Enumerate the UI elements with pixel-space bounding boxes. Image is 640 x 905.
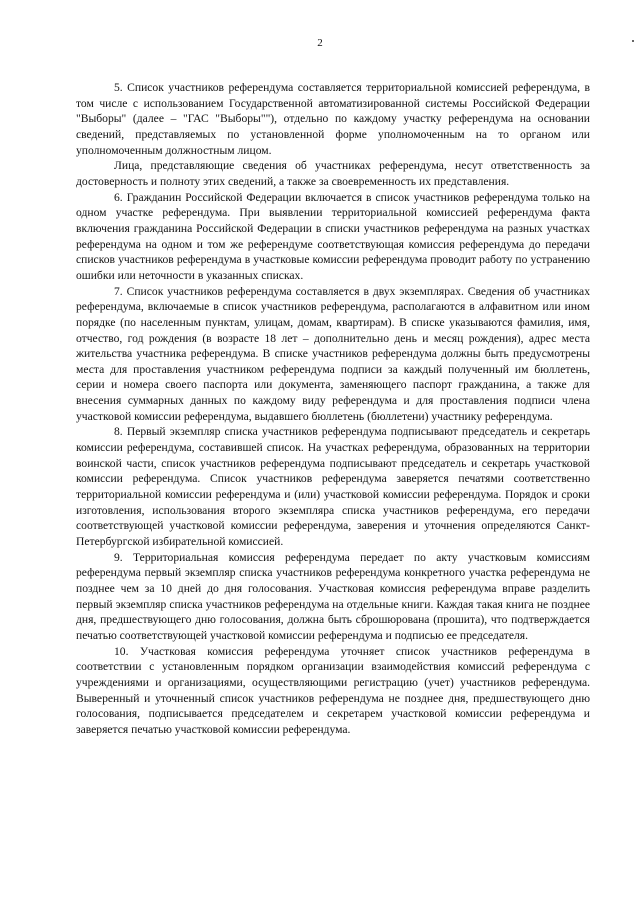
page-number: 2: [317, 37, 323, 49]
paragraph-5: 5. Список участников референдума составляется территориальной комиссией референдума, в том числе с использованием Государственной автоматизированной системы Российской Федерации "Выборы" (далее – "ГАС "Выборы""), отдельно по каждому участку референдума на основании сведений, представляемых по установленной форме уполномоченным на то органом или уполномоченным должностным лицом.: [76, 81, 590, 157]
paragraph-10: 10. Участковая комиссия референдума уточняет список участников референдума в соответствии с установленным порядком организации взаимодействия комиссий референдума с учреждениями и организациями, осуществляющими регистрацию (учет) участников референдума. Выверенный и уточненный список участников референдума не позднее дня, предшествующего дню голосования, подписывается председателем и секретарем участковой комиссии референдума и заверяется печатью участковой комиссии референдума.: [76, 644, 590, 736]
paragraph-6: 6. Гражданин Российской Федерации включается в список участников референдума только на одном участке референдума. При выявлении территориальной комиссией референдума факта включения гражданина Российской Федерации в списки участников референдума на разных участках референдума на одном и том же референдуме соответствующая комиссия референдума до передачи списков участников референдума в участковые комиссии референдума проводит работу по устранению ошибки или неточности в указанных списках.: [76, 190, 590, 282]
document-body: [76, 80, 590, 738]
paragraph-8: 8. Первый экземпляр списка участников референдума подписывают председатель и секретарь комиссии референдума, составившей список. На участках референдума, образованных на территории воинской части, список участников референдума подписывают председатель и секретарь участковой комиссии референдума. Список участников референдума заверяется печатями соответственно территориальной комиссии референдума и (или) участковой комиссии референдума. Порядок и сроки изготовления, использования второго экземпляра списка участников референдума, его передачи соответствующей участковой комиссии референдума, заверения и уточнения определяются Санкт-Петербургской избирательной комиссией.: [76, 425, 590, 549]
paragraph-9: 9. Территориальная комиссия референдума передает по акту участковым комиссиям референдума первый экземпляр списка участников референдума конкретного участка референдума не позднее чем за 10 дней до дня голосования. Участковая комиссия референдума вправе разделить первый экземпляр списка участников референдума на отдельные книги. Каждая такая книга не позднее дня, предшествующего дню голосования, должна быть сброшюрована (прошита), что подтверждается печатью соответствующей участковой комиссии референдума и подписью ее председателя.: [76, 550, 590, 642]
paragraph-5-continued: Лица, представляющие сведения об участниках референдума, несут ответственность за достоверность и полноту этих сведений, а также за своевременность их представления.: [76, 159, 590, 188]
paragraph-7: 7. Список участников референдума составляется в двух экземплярах. Сведения об участниках референдума, включаемые в список участников референдума, располагаются в алфавитном или ином порядке (по населенным пунктам, улицам, домам, квартирам). В списке указываются фамилия, имя, отчество, год рождения (в возрасте 18 лет – дополнительно день и месяц рождения), адрес места жительства участника референдума. В списке участников референдума должны быть предусмотрены места для проставления участником референдума подписи за каждый полученный им бюллетень, серии и номера своего паспорта или документа, заменяющего паспорт гражданина, а также для внесения суммарных данных по каждому виду референдума и для проставления подписи члена участковой комиссии референдума, выдавшего бюллетень (бюллетени) участнику референдума.: [76, 284, 590, 423]
